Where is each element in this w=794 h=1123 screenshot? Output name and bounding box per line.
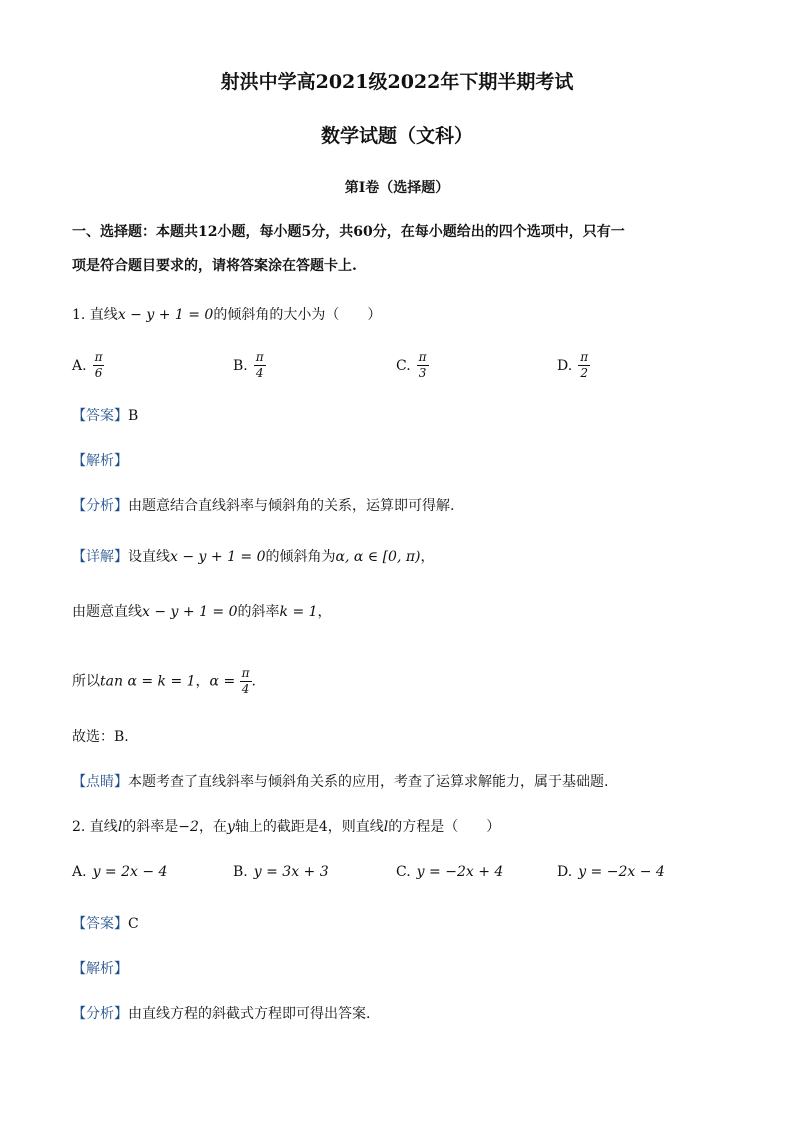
q2-fenxi [72, 1004, 370, 1024]
q2-option-c[interactable] [396, 864, 503, 880]
q1-answer-value: B [128, 408, 139, 424]
q1-line3-b: ， [195, 673, 210, 690]
q1-detail-b: 的倾斜角为 [265, 549, 336, 565]
q2-answer-tag: 【答案】 [72, 916, 128, 932]
q1-fenxi-tag: 【分析】 [72, 498, 128, 514]
q2-option-b[interactable] [233, 864, 329, 880]
q1-detail-line-2 [72, 602, 332, 622]
q1-line3-equation: tan α = k = 1 [100, 673, 196, 690]
q1-analysis-tag: 【解析】 [72, 453, 128, 469]
q1-fenxi [72, 496, 454, 516]
q1-option-c-den: 3 [418, 366, 427, 380]
q1-line2-c: ， [317, 604, 332, 620]
q2-option-c-eq: y = −2x + 4 [416, 864, 504, 880]
q1-line2-equation: x − y + 1 = 0 [142, 604, 238, 620]
q2-option-b-label: B. [233, 864, 248, 880]
q1-option-b[interactable] [233, 350, 266, 381]
q1-answer [72, 406, 138, 426]
q1-option-d[interactable] [557, 350, 590, 381]
q1-option-a-den: 6 [94, 366, 103, 380]
q2-l2: l [383, 819, 389, 835]
section-heading: 第Ⅰ卷（选择题） [344, 180, 450, 196]
q2-analysis [72, 959, 128, 979]
q1-option-a[interactable] [72, 350, 104, 381]
q1-detail-range: α, α ∈ [0, π) [335, 549, 421, 565]
q1-detail-c: ， [420, 549, 435, 565]
q1-line2-b: 的斜率 [237, 604, 280, 620]
q2-slope: −2 [178, 819, 199, 835]
q2-option-a-eq: y = 2x − 4 [92, 864, 168, 880]
q2-prefix: 2. 直线 [72, 819, 118, 835]
q1-line2-a: 由题意直线 [72, 604, 142, 620]
q1-option-c[interactable] [396, 350, 429, 381]
q1-option-b-label: B. [233, 357, 248, 374]
q1-option-d-label: D. [557, 357, 573, 374]
q1-detail-line-3 [72, 666, 256, 697]
q1-option-a-frac [93, 350, 105, 381]
q2-mid2: ，在 [198, 819, 227, 835]
q1-option-a-label: A. [72, 357, 87, 374]
q2-option-c-label: C. [396, 864, 411, 880]
q2-y: y [226, 819, 235, 835]
q2-option-d[interactable] [557, 864, 665, 880]
q2-analysis-tag: 【解析】 [72, 961, 128, 977]
q2-option-d-label: D. [557, 864, 573, 880]
q2-mid1: 的斜率是 [122, 819, 179, 835]
question-2-stem [72, 817, 500, 837]
q1-line3-num: π [241, 666, 250, 680]
q1-detail-equation: x − y + 1 = 0 [170, 549, 266, 565]
question-1-stem [72, 305, 381, 325]
q1-prefix: 1. 直线 [72, 307, 118, 323]
q1-detail [72, 547, 435, 567]
q2-option-b-eq: y = 3x + 3 [253, 864, 329, 880]
q1-detail-tag: 【详解】 [72, 549, 128, 565]
q1-choose: 故选：B. [72, 729, 129, 745]
q1-option-b-num: π [255, 350, 264, 364]
q1-line3-c: . [251, 673, 256, 690]
q1-option-d-den: 2 [580, 366, 588, 380]
q2-answer [72, 914, 139, 934]
q1-option-c-num: π [418, 350, 427, 364]
q2-l1: l [117, 819, 123, 835]
q2-answer-value: C [128, 916, 139, 932]
q1-fenxi-text: 由题意结合直线斜率与倾斜角的关系，运算即可得解. [128, 498, 455, 514]
q2-fenxi-tag: 【分析】 [72, 1006, 128, 1022]
q1-dianjing [72, 772, 608, 792]
instruction-line-2: 项是符合题目要求的，请将答案涂在答题卡上. [72, 258, 357, 274]
q2-fenxi-text: 由直线方程的斜截式方程即可得出答案. [128, 1006, 371, 1022]
q1-option-b-den: 4 [255, 366, 264, 380]
q1-option-a-num: π [94, 350, 103, 364]
q1-option-d-num: π [580, 350, 589, 364]
q1-line2-k: k = 1 [279, 604, 318, 620]
q2-mid3: 轴上的截距是4，则直线 [234, 819, 384, 835]
q1-option-b-frac [254, 350, 266, 381]
q2-suffix: 的方程是（ ） [388, 819, 501, 835]
q1-equation: x − y + 1 = 0 [117, 307, 214, 323]
q2-option-a-label: A. [72, 864, 87, 880]
q1-dianjing-tag: 【点睛】 [72, 774, 128, 790]
instruction-line-1: 一、选择题：本题共12小题，每小题5分，共60分，在每小题给出的四个选项中，只有一 [72, 224, 625, 240]
page-subtitle: 数学试题（文科） [320, 125, 473, 147]
q1-dianjing-text: 本题考查了直线斜率与倾斜角关系的应用，考查了运算求解能力，属于基础题. [128, 774, 609, 790]
q2-option-d-eq: y = −2x − 4 [578, 864, 665, 880]
q1-line3-alpha: α = [209, 673, 236, 690]
q1-line3-frac [240, 666, 252, 697]
q1-suffix: 的倾斜角的大小为（ ） [213, 307, 382, 323]
q1-line3-a: 所以 [72, 673, 100, 690]
q1-analysis [72, 451, 128, 471]
q1-option-c-label: C. [396, 357, 411, 374]
q1-detail-a: 设直线 [128, 549, 170, 565]
q1-option-c-frac [417, 350, 429, 381]
q2-option-a[interactable] [72, 864, 167, 880]
q1-option-d-frac [578, 350, 590, 381]
q1-answer-tag: 【答案】 [72, 408, 128, 424]
q1-line3-den: 4 [241, 682, 250, 696]
page-title: 射洪中学高2021级2022年下期半期考试 [220, 71, 574, 93]
